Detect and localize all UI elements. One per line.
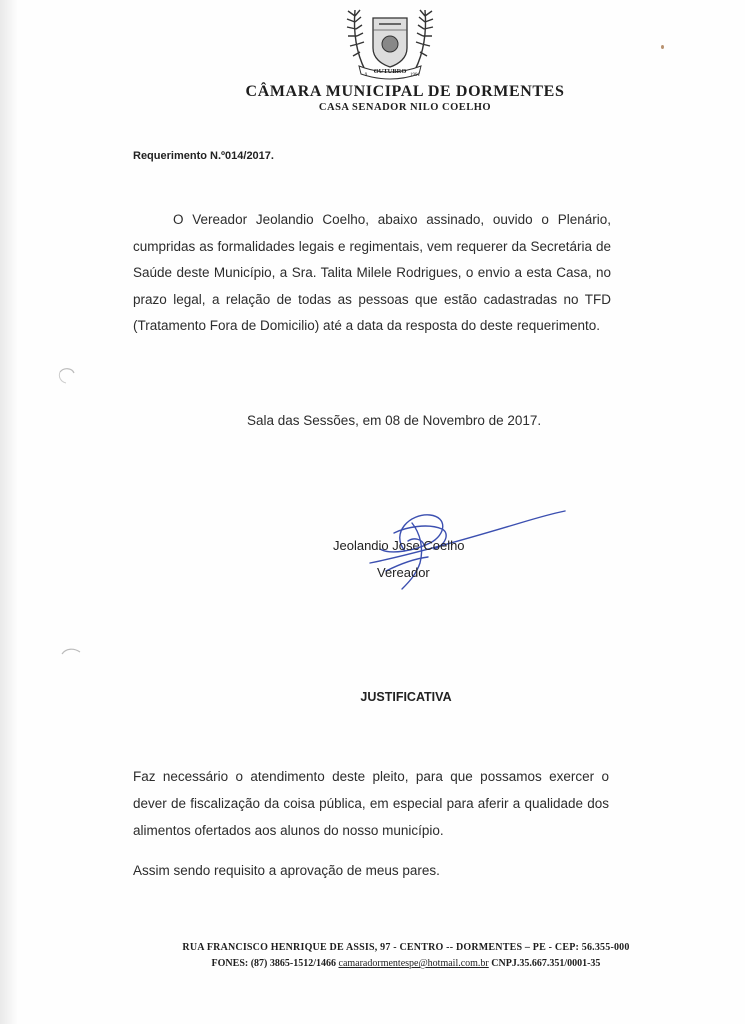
place-and-date: Sala das Sessões, em 08 de Novembro de 2017.	[247, 413, 542, 428]
signer-role: Vereador	[377, 565, 430, 580]
footer-email-link[interactable]: camaradormentespe@hotmail.com.br	[338, 958, 489, 969]
footer-phones: FONES: (87) 3865-1512/1466	[211, 958, 336, 969]
footer-cnpj: CNPJ.35.667.351/0001-35	[491, 958, 601, 969]
crest-year: 1991	[410, 73, 420, 78]
punch-hole-icon	[54, 364, 80, 390]
institution-subtitle: CASA SENADOR NILO COELHO	[318, 102, 492, 113]
signer-name: Jeolandio Jose Coelho	[333, 538, 465, 553]
punch-hole-icon	[58, 640, 84, 666]
coat-of-arms-icon	[335, 4, 445, 80]
request-number: Requerimento N.º014/2017.	[133, 150, 274, 162]
crest-day: 9	[364, 73, 368, 78]
institution-name: CÂMARA MUNICIPAL DE DORMENTES	[245, 83, 565, 100]
scan-shadow-edge	[0, 0, 18, 1024]
justification-closing: Assim sendo requisito a aprovação de meus pares.	[133, 863, 440, 878]
justification-title: JUSTIFICATIVA	[360, 690, 452, 704]
footer-address: RUA FRANCISCO HENRIQUE DE ASSIS, 97 - CENTRO -- DORMENTES – PE - CEP: 56.355-000	[182, 942, 630, 953]
paper-speck	[661, 45, 664, 49]
justification-text: Faz necessário o atendimento deste pleito, para que possamos exercer o dever de fiscalização da coisa pública, em especial para aferir a qualidade dos alimentos ofertados aos alunos do nosso município.	[133, 769, 609, 838]
crest-ribbon-text: OUTUBRO	[373, 68, 407, 75]
footer-contacts	[0, 958, 745, 969]
request-body: O Vereador Jeolandio Coelho, abaixo assinado, ouvido o Plenário, cumpridas as formalidades legais e regimentais, vem requerer da Secretária de Saúde deste Município, a Sra. Talita Milele Rodrigues, o envio a esta Casa, no prazo legal, a relação de todas as pessoas que estão cadastradas no TFD (Tratamento Fora de Domicilio) até a data da resposta do deste requerimento.	[133, 212, 611, 333]
